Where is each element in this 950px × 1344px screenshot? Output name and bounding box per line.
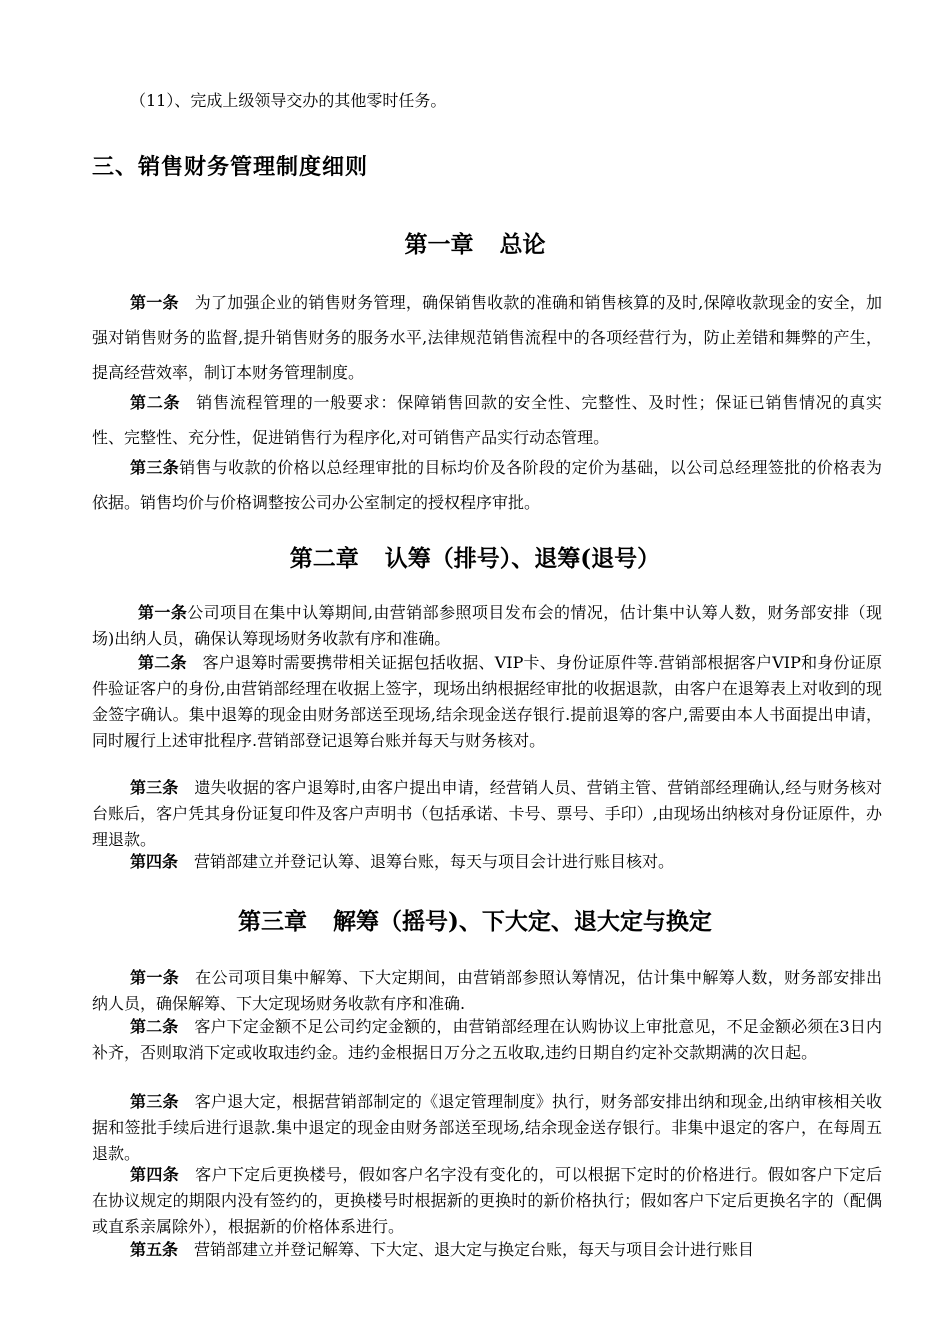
section-title: 三、销售财务管理制度细则 [92, 154, 369, 180]
chapter-2-article-3 [92, 775, 882, 853]
article-label: 第五条 [130, 1240, 179, 1259]
article-label: 第二条 [130, 393, 181, 412]
article-text: 销售与收款的价格以总经理审批的目标均价及各阶段的定价为基础，以公司总经理签批的价格表为依据。销售均价与价格调整按公司办公室制定的授权程序审批。 [92, 458, 882, 512]
chapter-1-article-2 [92, 385, 882, 455]
chapter-3-article-2 [92, 1014, 882, 1066]
article-label: 第二条 [130, 1017, 179, 1036]
article-label: 第一条 [130, 968, 180, 987]
article-text: 客户下定后更换楼号，假如客户名字没有变化的，可以根据下定时的价格进行。假如客户下定后在协议规定的期限内没有签约的，更换楼号时根据新的更换时的新价格执行；假如客户下定后更换名字的（配偶或直系亲属除外），根据新的价格体系进行。 [92, 1165, 882, 1236]
article-text: 为了加强企业的销售财务管理，确保销售收款的准确和销售核算的及时,保障收款现金的安全，加强对销售财务的监督,提升销售财务的服务水平,法律规范销售流程中的各项经营行为，防止差错和舞弊的产生，提高经营效率，制订本财务管理制度。 [92, 293, 882, 382]
chapter-2-article-1 [92, 600, 882, 652]
article-label: 第二条 [138, 653, 187, 672]
chapter-2-name: 认筹（排号）、退筹(退号） [384, 545, 661, 572]
article-text: 客户退大定，根据营销部制定的《退定管理制度》执行，财务部安排出纳和现金,出纳审核相关收据和签批手续后进行退款.集中退定的现金由财务部送至现场,结余现金送存银行。非集中退定的客户，在每周五退款。 [92, 1092, 882, 1163]
chapter-2-number: 第二章 [289, 545, 359, 572]
chapter-3-article-1 [92, 965, 882, 1017]
article-label: 第三条 [130, 458, 180, 477]
chapter-3-article-3 [92, 1089, 882, 1167]
chapter-3-name: 解筹（摇号)、下大定、退大定与换定 [333, 908, 712, 935]
chapter-3-article-5 [92, 1237, 882, 1263]
chapter-1-number: 第一章 [404, 231, 474, 258]
article-label: 第四条 [130, 1165, 180, 1184]
chapter-1-article-1 [92, 285, 882, 390]
intro-line: （11）、完成上级领导交办的其他零时任务。 [130, 91, 447, 110]
chapter-1-article-3 [92, 450, 882, 520]
chapter-3-number: 第三章 [238, 908, 308, 935]
chapter-1-name: 总论 [499, 231, 546, 258]
article-text: 营销部建立并登记认筹、退筹台账，每天与项目会计进行账目核对。 [194, 852, 675, 871]
chapter-3-title [0, 903, 950, 936]
article-label: 第三条 [130, 778, 179, 797]
article-label: 第四条 [130, 852, 179, 871]
article-label: 第一条 [130, 293, 179, 312]
article-text: 在公司项目集中解筹、下大定期间，由营销部参照认筹情况，估计集中解筹人数，财务部安排出纳人员，确保解筹、下大定现场财务收款有序和准确. [92, 968, 882, 1013]
chapter-2-article-2 [92, 650, 882, 754]
article-label: 第一条 [138, 603, 188, 622]
article-text: 客户下定金额不足公司约定金额的，由营销部经理在认购协议上审批意见，不足金额必须在3日内补齐，否则取消下定或收取违约金。违约金根据日万分之五收取,违约日期自约定补交款期满的次日起。 [92, 1017, 882, 1062]
chapter-2-title [0, 540, 950, 573]
article-text: 客户退筹时需要携带相关证据包括收据、VIP卡、身份证原件等.营销部根据客户VIP和身份证原件验证客户的身份,由营销部经理在收据上签字，现场出纳根据经审批的收据退款，由客户在退筹表上对收到的现金签字确认。集中退筹的现金由财务部送至现场,结余现金送存银行.提前退筹的客户,需要由本人书面提出申请，同时履行上述审批程序.营销部登记退筹台账并每天与财务核对。 [92, 653, 882, 750]
chapter-1-title [0, 226, 950, 259]
article-text: 营销部建立并登记解筹、下大定、退大定与换定台账，每天与项目会计进行账目 [194, 1240, 755, 1259]
chapter-2-article-4 [92, 849, 882, 875]
article-text: 销售流程管理的一般要求：保障销售回款的安全性、完整性、及时性；保证已销售情况的真实性、完整性、充分性，促进销售行为程序化,对可销售产品实行动态管理。 [92, 393, 882, 447]
chapter-3-article-4 [92, 1162, 882, 1240]
article-text: 公司项目在集中认筹期间,由营销部参照项目发布会的情况，估计集中认筹人数，财务部安排（现场)出纳人员，确保认筹现场财务收款有序和准确。 [92, 603, 882, 648]
article-label: 第三条 [130, 1092, 179, 1111]
article-text: 遗失收据的客户退筹时,由客户提出申请，经营销人员、营销主管、营销部经理确认,经与财务核对台账后，客户凭其身份证复印件及客户声明书（包括承诺、卡号、票号、手印）,由现场出纳核对身份证原件，办理退款。 [92, 778, 882, 849]
